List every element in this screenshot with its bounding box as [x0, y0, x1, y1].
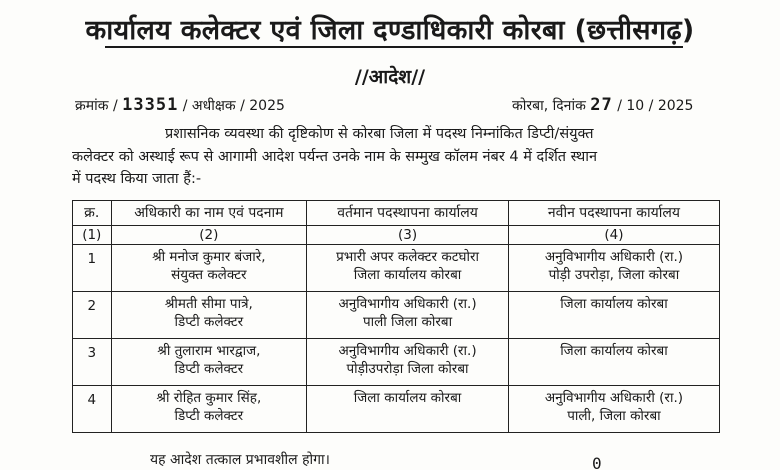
- current-posting-line: अनुविभागीय अधिकारी (रा.): [338, 343, 477, 359]
- officer-name: श्री रोहित कुमार सिंह,: [156, 390, 262, 406]
- current-posting-line: जिला कार्यालय कोरबा: [353, 267, 462, 283]
- title-underline: [105, 46, 683, 48]
- order-number-prefix: क्रमांक /: [75, 98, 118, 114]
- table-row: [73, 245, 720, 292]
- postings-table: [72, 200, 720, 433]
- serial-number: 2: [87, 298, 97, 314]
- order-number-line: [75, 95, 285, 115]
- column-number: (2): [111, 226, 307, 245]
- column-number-row: [73, 226, 720, 245]
- current-posting-line: पोड़ीउपरोड़ा जिला कोरबा: [346, 361, 469, 377]
- current-posting-cell: [307, 386, 509, 433]
- table-row: [73, 292, 720, 339]
- body-text-line-1: प्रशासनिक व्यवस्था की दृष्टिकोण से कोरबा जिला में पदस्थ निम्नांकित डिप्टी/संयुक्त: [165, 126, 594, 142]
- current-posting-cell: [307, 339, 509, 386]
- order-number-handwritten: 13351: [122, 95, 179, 115]
- officer-cell: [111, 292, 307, 339]
- officer-cell: [111, 339, 307, 386]
- office-title: कार्यालय कलेक्टर एवं जिला दण्डाधिकारी कोरबा (छत्तीसगढ़): [85, 15, 695, 46]
- header-officer-name: अधिकारी का नाम एवं पदनाम: [111, 201, 307, 226]
- new-posting-cell: [508, 292, 719, 339]
- effective-immediately-text: यह आदेश तत्काल प्रभावशील होगा।: [150, 452, 330, 468]
- officer-name: श्री तुलाराम भारद्वाज,: [157, 343, 261, 359]
- new-posting-line: अनुविभागीय अधिकारी (रा.): [544, 249, 684, 265]
- new-posting-line: जिला कार्यालय कोरबा: [560, 296, 668, 312]
- table-row: [73, 386, 720, 433]
- serial-cell: [73, 245, 112, 292]
- current-posting-cell: [307, 292, 509, 339]
- current-posting-cell: [307, 245, 509, 292]
- table-header-row: [73, 201, 720, 226]
- officer-designation: डिप्टी कलेक्टर: [174, 361, 244, 377]
- new-posting-cell: [508, 386, 719, 433]
- new-posting-line: अनुविभागीय अधिकारी (रा.): [544, 390, 684, 406]
- current-posting-line: जिला कार्यालय कोरबा: [353, 390, 462, 406]
- officer-designation: डिप्टी कलेक्टर: [174, 314, 244, 330]
- serial-cell: [73, 339, 112, 386]
- order-date-prefix: कोरबा, दिनांक: [512, 98, 586, 114]
- new-posting-cell: [508, 245, 719, 292]
- signature-mark: 0: [592, 454, 602, 470]
- header-new-posting: नवीन पदस्थापना कार्यालय: [508, 201, 719, 226]
- new-posting-line: पाली, जिला कोरबा: [567, 408, 661, 424]
- column-number: (1): [73, 226, 112, 245]
- officer-name: श्रीमती सीमा पात्रे,: [164, 296, 253, 312]
- new-posting-line: जिला कार्यालय कोरबा: [560, 343, 668, 359]
- order-date-handwritten: 27: [590, 95, 613, 115]
- order-heading: //आदेश//: [354, 66, 426, 88]
- serial-number: 3: [87, 345, 97, 361]
- serial-number: 1: [87, 251, 97, 267]
- serial-number: 4: [87, 392, 97, 408]
- serial-cell: [73, 292, 112, 339]
- current-posting-line: प्रभारी अपर कलेक्टर कटघोरा: [336, 249, 479, 265]
- current-posting-line: पाली जिला कोरबा: [362, 314, 453, 330]
- body-text-line-2: कलेक्टर को अस्थाई रूप से आगामी आदेश पर्यन्त उनके नाम के सम्मुख कॉलम नंबर 4 में दर्शित स्थान: [72, 149, 598, 165]
- officer-name: श्री मनोज कुमार बंजारे,: [152, 249, 266, 265]
- current-posting-line: अनुविभागीय अधिकारी (रा.): [338, 296, 477, 312]
- order-date-line: [512, 95, 693, 115]
- table-row: [73, 339, 720, 386]
- body-text-line-3: में पदस्थ किया जाता हैं:-: [72, 171, 202, 187]
- officer-designation: डिप्टी कलेक्टर: [174, 408, 244, 424]
- new-posting-line: पोड़ी उपरोड़ा, जिला कोरबा: [548, 267, 680, 283]
- serial-cell: [73, 386, 112, 433]
- column-number: (4): [508, 226, 719, 245]
- officer-cell: [111, 386, 307, 433]
- header-current-posting: वर्तमान पदस्थापना कार्यालय: [307, 201, 509, 226]
- order-number-suffix: / अधीक्षक / 2025: [182, 98, 285, 114]
- header-serial: क्र.: [73, 201, 112, 226]
- officer-cell: [111, 245, 307, 292]
- new-posting-cell: [508, 339, 719, 386]
- column-number: (3): [307, 226, 509, 245]
- order-date-suffix: / 10 / 2025: [617, 98, 694, 114]
- officer-designation: संयुक्त कलेक्टर: [171, 267, 247, 283]
